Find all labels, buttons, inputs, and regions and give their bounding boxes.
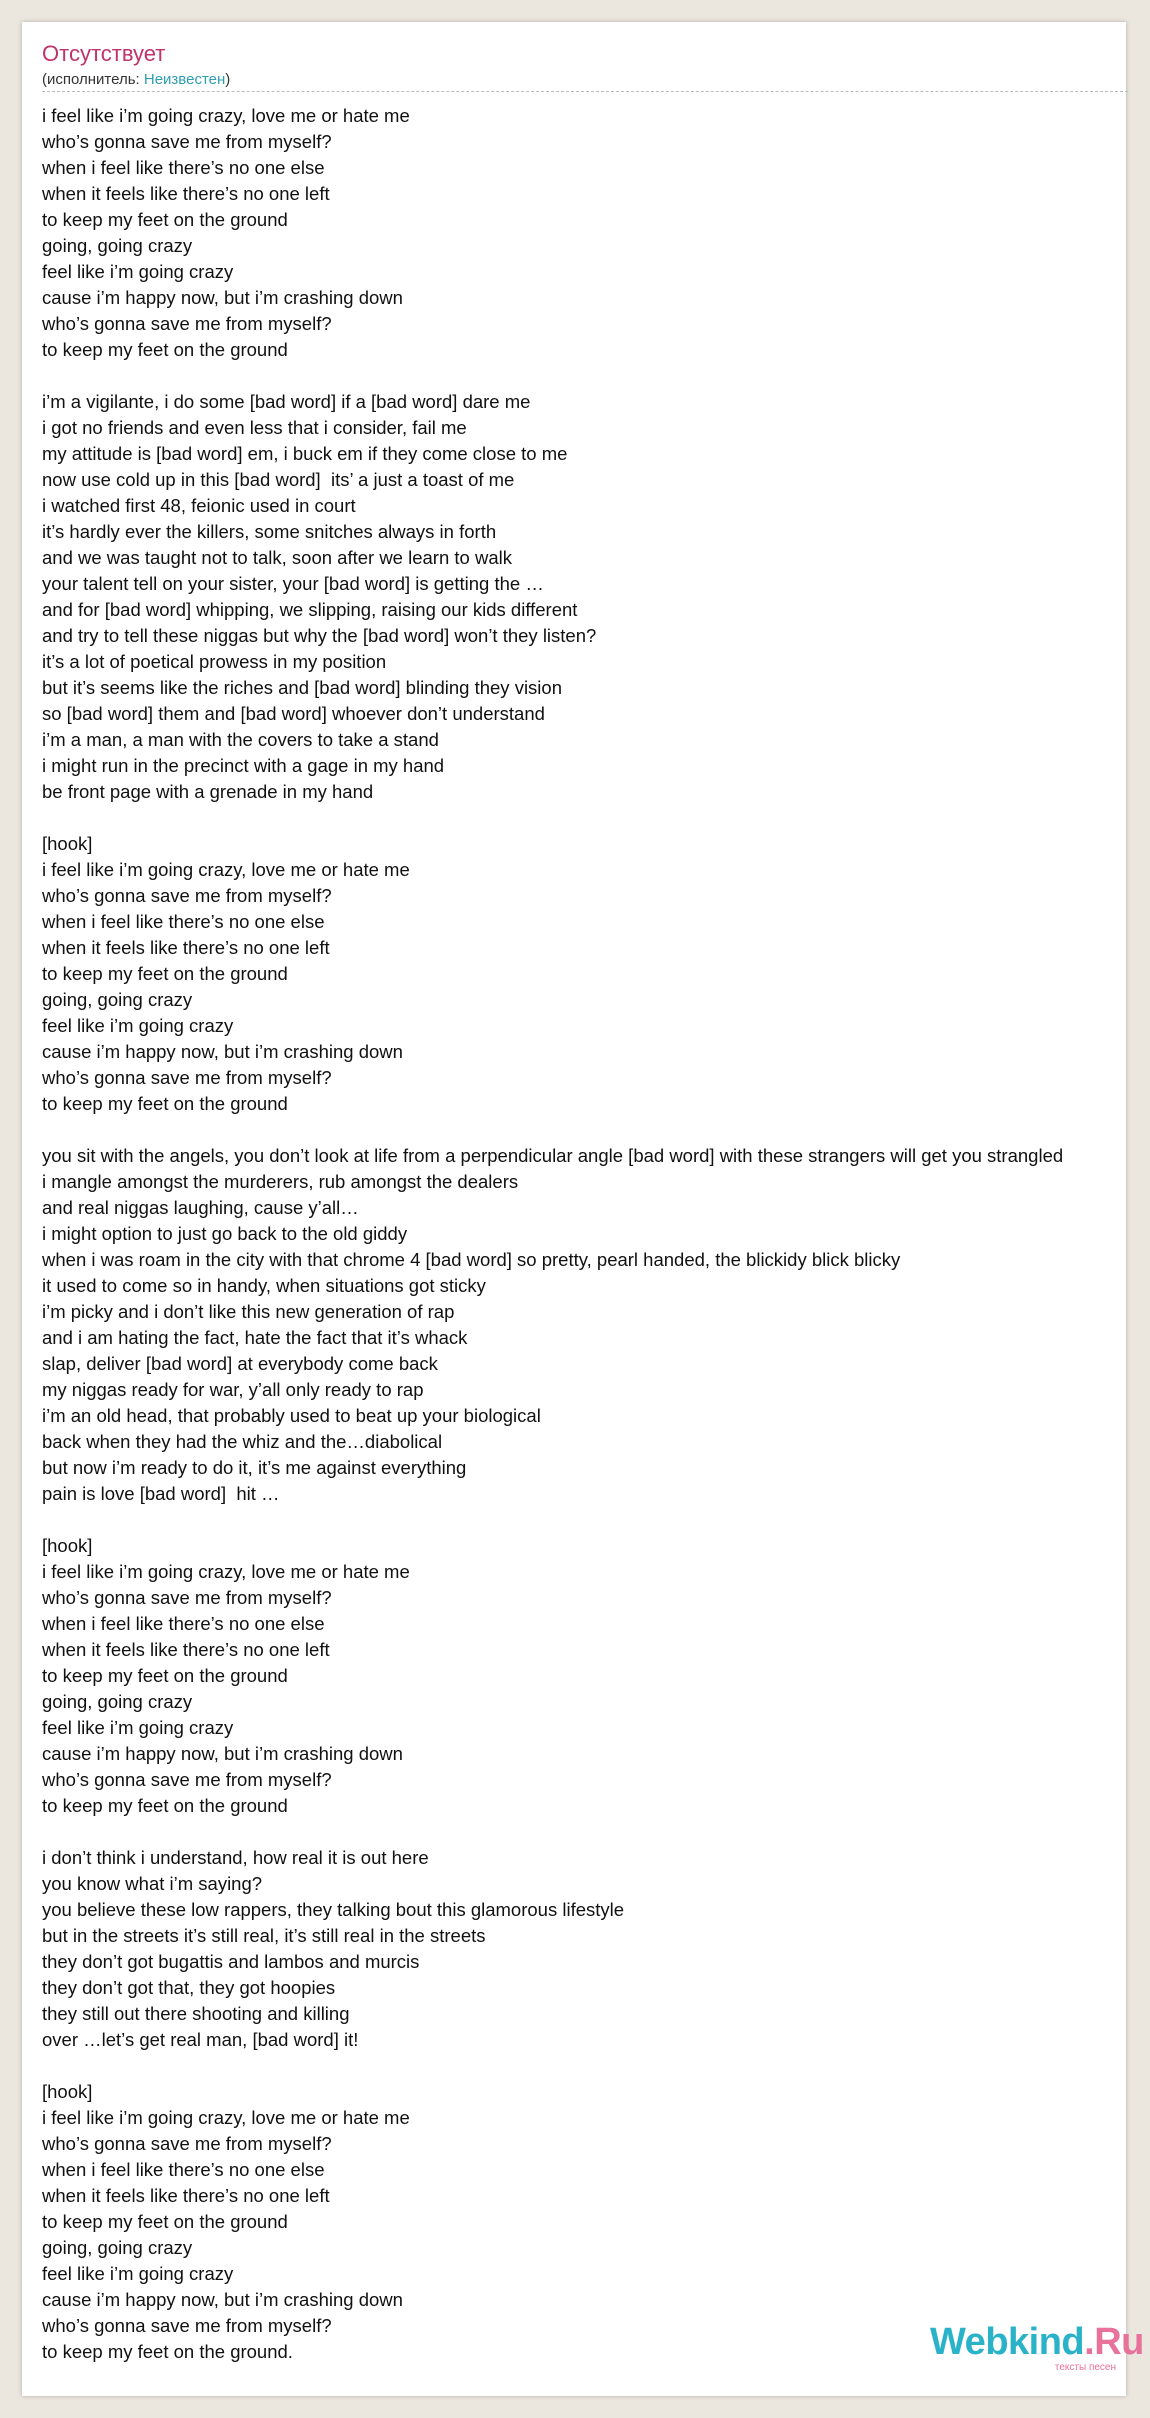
title-divider (42, 91, 1128, 92)
watermark-tagline: тексты песен (1054, 2362, 1116, 2373)
artist-suffix: ) (225, 71, 231, 88)
watermark-logo (930, 2321, 1144, 2363)
artist-line (42, 71, 230, 89)
song-title: Отсутствует (42, 41, 166, 66)
lyrics-text: i feel like i’m going crazy, love me or hate me who’s gonna save me from myself? when i feel like there’s no one else when it feels like there’s no one left to keep my feet on the ground going, going crazy feel like i’m going crazy cause i’m happy now, but i’m crashing down who’s gonna save me from myself? to keep my feet on the ground i’m a vigilante, i do some [bad word] if a [bad word] dare me i got no friends and even less that i consider, fail me my attitude is [bad word] em, i buck em if they come close to me now use cold up in this [bad word] its’ a just a toast of me i watched first 48, feionic used in court it’s hardly ever the killers, some snitches always in forth and we was taught not to talk, soon after we learn to walk your talent tell on your sister, your [bad word] is getting the … and for [bad word] whipping, we slipping, raising our kids different and try to tell these niggas but why the [bad word] won’t they listen? it’s a lot of poetical prowess in my position but it’s seems like the riches and [bad word] blinding they vision so [bad word] them and [bad word] whoever don’t understand i’m a man, a man with the covers to take a stand i might run in the precinct with a gage in my hand be front page with a grenade in my hand [hook] i feel like i’m going crazy, love me or hate me who’s gonna save me from myself? when i feel like there’s no one else when it feels like there’s no one left to keep my feet on the ground going, going crazy feel like i’m going crazy cause i’m happy now, but i’m crashing down who’s gonna save me from myself? to keep my feet on the ground you sit with the angels, you don’t look at life from a perpendicular angle [bad word] with these strangers will get you strangled i mangle amongst the murderers, rub amongst the dealers and real niggas laughing, cause y’all… i might option to just go back to the old giddy when i was roam in the city with that chrome 4 [bad word] so pretty, pearl handed, the blickidy blick blicky it used to come so in handy, when situations got sticky i’m picky and i don’t like this new generation of rap and i am hating the fact, hate the fact that it’s whack slap, deliver [bad word] at everybody come back my niggas ready for war, y’all only ready to rap i’m an old head, that probably used to beat up your biological back when they had the whiz and the…diabolical but now i’m ready to do it, it’s me against everything pain is love [bad word] hit … [hook] i feel like i’m going crazy, love me or hate me who’s gonna save me from myself? when i feel like there’s no one else when it feels like there’s no one left to keep my feet on the ground going, going crazy feel like i’m going crazy cause i’m happy now, but i’m crashing down who’s gonna save me from myself? to keep my feet on the ground i don’t think i understand, how real it is out here you know what i’m saying? you believe these low rappers, they talking bout this glamorous lifestyle but in the streets it’s still real, it’s still real in the streets they don’t got bugattis and lambos and murcis they don’t got that, they got hoopies they still out there shooting and killing over …let’s get real man, [bad word] it! [hook] i feel like i’m going crazy, love me or hate me who’s gonna save me from myself? when i feel like there’s no one else when it feels like there’s no one left to keep my feet on the ground going, going crazy feel like i’m going crazy cause i’m happy now, but i’m crashing down who’s gonna save me from myself? to keep my feet on the ground. (42, 105, 1064, 2362)
webkind-watermark (930, 2321, 1144, 2373)
artist-prefix: (исполнитель: (42, 71, 144, 88)
watermark-tld: .Ru (1084, 2321, 1144, 2363)
lyrics-card (22, 22, 1144, 2396)
watermark-brand: Webkind (930, 2321, 1085, 2363)
artist-link[interactable]: Неизвестен (143, 71, 226, 88)
